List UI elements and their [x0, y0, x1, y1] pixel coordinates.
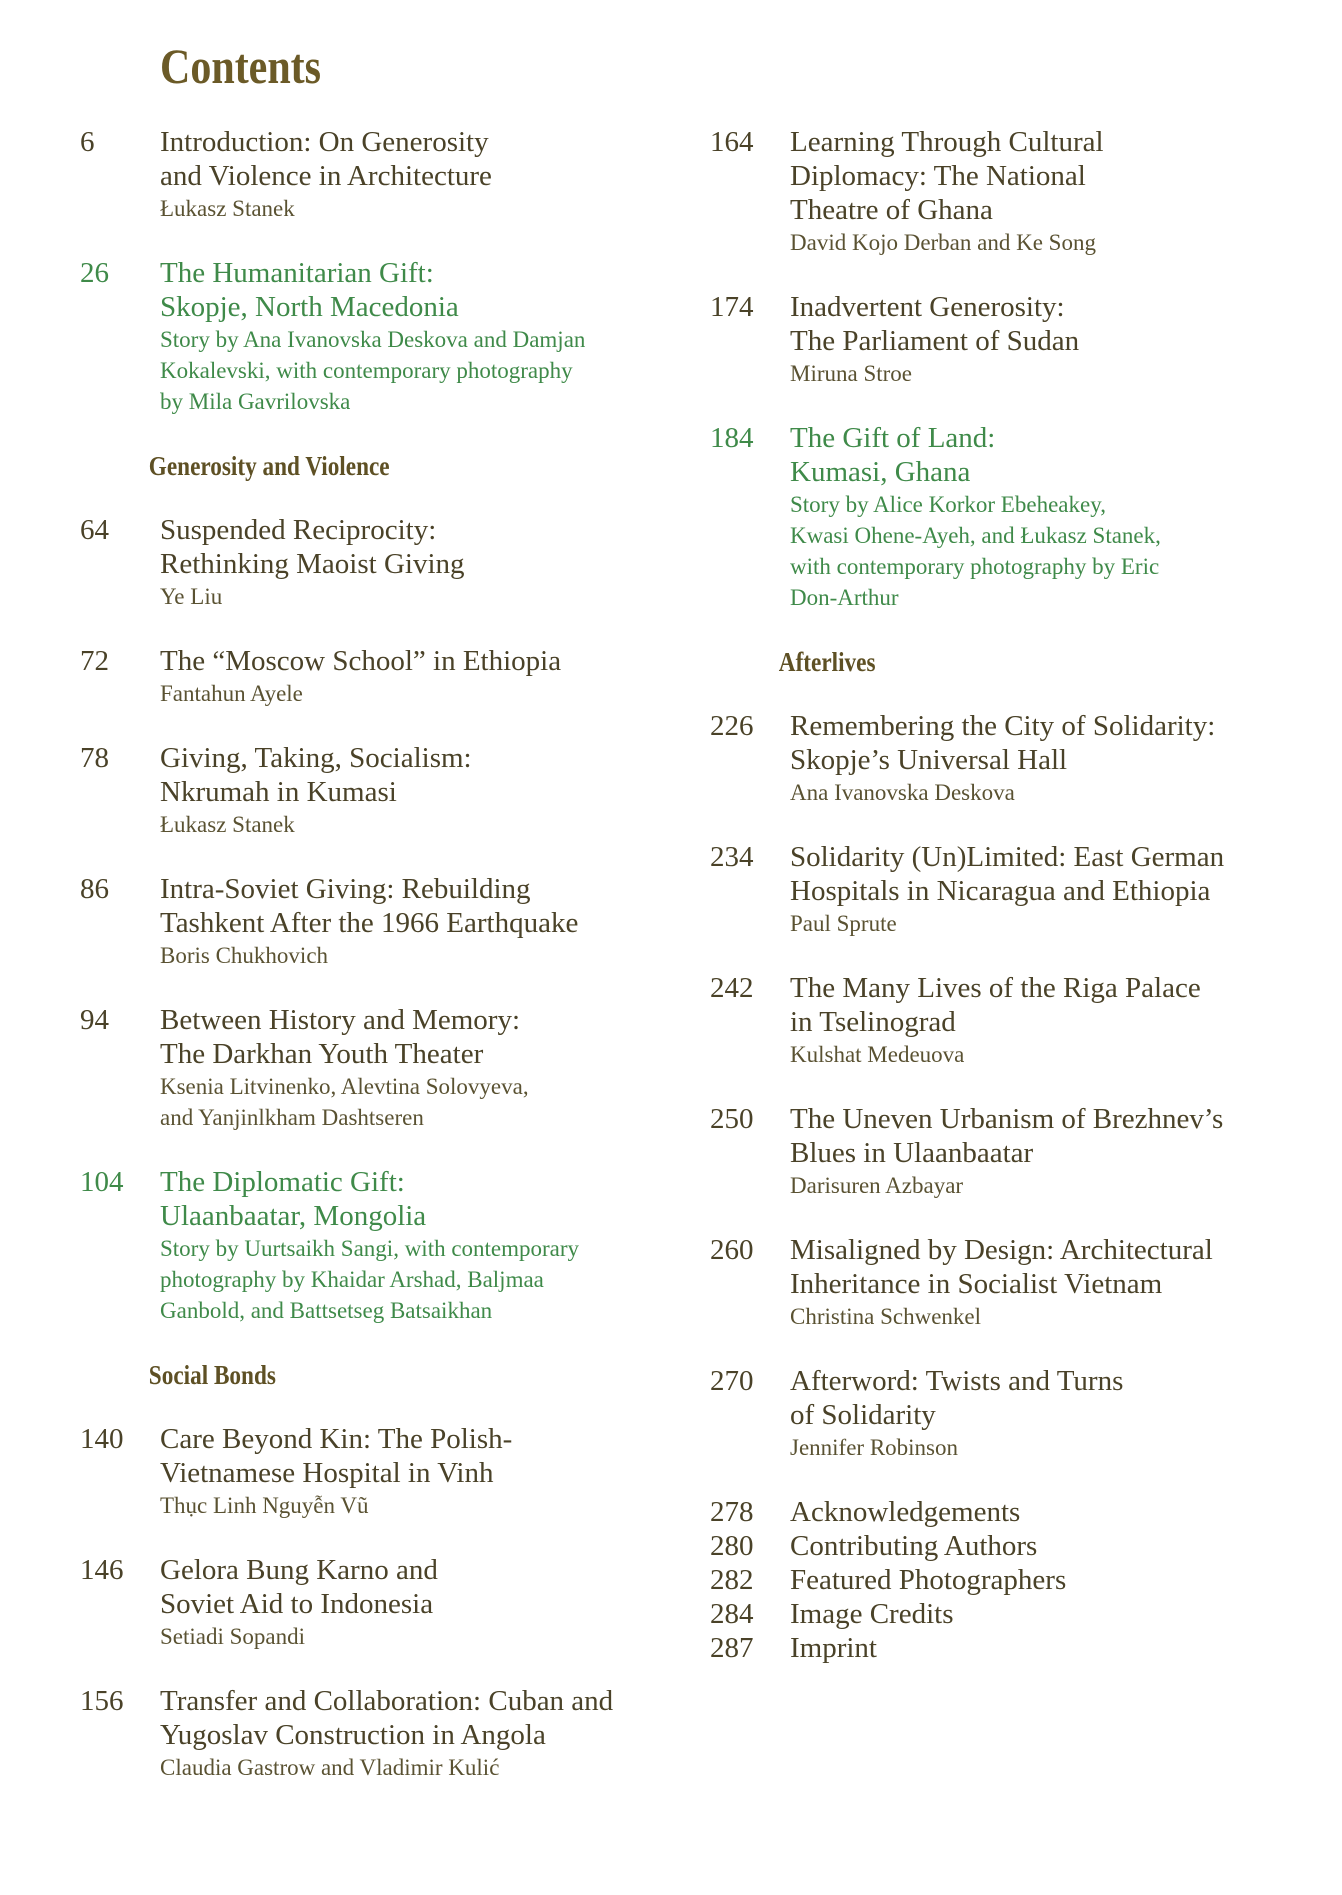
page-number: 174	[710, 291, 754, 323]
toc-entry[interactable]	[80, 644, 670, 709]
entry-author: Fantahun Ayele	[160, 681, 303, 706]
page-number: 287	[710, 1632, 754, 1664]
page-number: 280	[710, 1530, 754, 1562]
entry-author: Boris Chukhovich	[160, 943, 329, 968]
entry-author: Darisuren Azbayar	[790, 1173, 964, 1198]
entry-author: Łukasz Stanek	[160, 812, 295, 837]
entry-title: Inadvertent Generosity: The Parliament of Sudan	[790, 291, 1080, 357]
toc-entry[interactable]	[80, 1422, 670, 1521]
toc-entry[interactable]	[80, 256, 670, 417]
toc-entry[interactable]	[710, 1233, 1310, 1332]
entry-title: Suspended Reciprocity: Rethinking Maoist Giving	[160, 514, 465, 580]
page-number: 284	[710, 1598, 754, 1630]
right-column	[710, 125, 1310, 1665]
entry-author: Ana Ivanovska Deskova	[790, 780, 1015, 805]
toc-entry[interactable]	[80, 1165, 670, 1326]
page-number: 26	[80, 257, 109, 289]
entry-title: Gelora Bung Karno and Soviet Aid to Indonesia	[160, 1554, 438, 1620]
left-column	[80, 125, 670, 1815]
entry-author: Miruna Stroe	[790, 361, 913, 386]
toc-entry[interactable]	[80, 1553, 670, 1652]
back-matter-item[interactable]	[710, 1529, 1310, 1563]
entry-title: Acknowledgements	[790, 1496, 1021, 1528]
entry-title: Remembering the City of Solidarity: Skopje’s Universal Hall	[790, 710, 1216, 776]
entry-title: Transfer and Collaboration: Cuban and Yugoslav Construction in Angola	[160, 1685, 614, 1751]
entry-author: Ye Liu	[160, 584, 223, 609]
back-matter-list	[710, 1495, 1310, 1665]
page-number: 250	[710, 1103, 754, 1135]
toc-entry[interactable]	[710, 421, 1310, 613]
page-number: 156	[80, 1685, 124, 1717]
entry-title: Misaligned by Design: Architectural Inheritance in Socialist Vietnam	[790, 1234, 1213, 1300]
entry-author: Thục Linh Nguyễn Vũ	[160, 1493, 369, 1518]
page-number: 234	[710, 841, 754, 873]
entry-author: Łukasz Stanek	[160, 196, 295, 221]
page-number: 86	[80, 873, 109, 905]
entry-author: Jennifer Robinson	[790, 1435, 959, 1460]
entry-author: Kulshat Medeuova	[790, 1042, 965, 1067]
back-matter-item[interactable]	[710, 1495, 1310, 1529]
back-matter-item[interactable]	[710, 1563, 1310, 1597]
page-number: 226	[710, 710, 754, 742]
entry-title: Care Beyond Kin: The Polish- Vietnamese Hospital in Vinh	[160, 1423, 513, 1489]
entry-title: The Humanitarian Gift: Skopje, North Macedonia	[160, 257, 459, 323]
page-number: 146	[80, 1554, 124, 1586]
page-number: 78	[80, 742, 109, 774]
toc-entry[interactable]	[710, 840, 1310, 939]
page-number: 6	[80, 126, 95, 158]
section-heading: Generosity and Violence	[148, 451, 390, 481]
entry-title: Contributing Authors	[790, 1530, 1038, 1562]
entry-author: David Kojo Derban and Ke Song	[790, 230, 1096, 255]
toc-entry[interactable]	[80, 741, 670, 840]
back-matter-item[interactable]	[710, 1631, 1310, 1665]
entry-title: Image Credits	[790, 1598, 954, 1630]
entry-author: Ksenia Litvinenko, Alevtina Solovyeva, and Yanjinlkham Dashtseren	[160, 1074, 529, 1130]
entry-author: Setiadi Sopandi	[160, 1624, 306, 1649]
toc-entry[interactable]	[710, 1364, 1310, 1463]
page-number: 184	[710, 422, 754, 454]
page-title: Contents	[160, 38, 322, 94]
toc-entry[interactable]	[80, 1003, 670, 1133]
page-number: 104	[80, 1166, 124, 1198]
page-number: 260	[710, 1234, 754, 1266]
entry-title: Afterword: Twists and Turns of Solidarity	[790, 1365, 1124, 1431]
toc-entry[interactable]	[710, 290, 1310, 389]
entry-author: Story by Alice Korkor Ebeheakey, Kwasi Ohene-Ayeh, and Łukasz Stanek, with contemporary photography by Eric Don-Arthur	[790, 492, 1161, 610]
page-number: 282	[710, 1564, 754, 1596]
page-number: 64	[80, 514, 109, 546]
section-heading: Social Bonds	[148, 1360, 276, 1390]
page-number: 94	[80, 1004, 109, 1036]
entry-title: Between History and Memory: The Darkhan Youth Theater	[160, 1004, 521, 1070]
toc-entry[interactable]	[710, 1102, 1310, 1201]
toc-entry[interactable]	[80, 1684, 670, 1783]
entry-title: The Uneven Urbanism of Brezhnev’s Blues in Ulaanbaatar	[790, 1103, 1224, 1169]
toc-entry[interactable]	[710, 709, 1310, 808]
entry-author: Paul Sprute	[790, 911, 897, 936]
entry-author: Claudia Gastrow and Vladimir Kulić	[160, 1755, 500, 1780]
entry-title: The Gift of Land: Kumasi, Ghana	[790, 422, 996, 488]
page-number: 140	[80, 1423, 124, 1455]
toc-entry[interactable]	[80, 513, 670, 612]
entry-title: The “Moscow School” in Ethiopia	[160, 645, 562, 677]
page-number: 270	[710, 1365, 754, 1397]
entry-author: Story by Ana Ivanovska Deskova and Damjan Kokalevski, with contemporary photography by Mila Gavrilovska	[160, 327, 586, 414]
entry-author: Story by Uurtsaikh Sangi, with contemporary photography by Khaidar Arshad, Baljmaa Ganbold, and Battsetseg Batsaikhan	[160, 1236, 580, 1323]
entry-title: Solidarity (Un)Limited: East German Hospitals in Nicaragua and Ethiopia	[790, 841, 1225, 907]
toc-entry[interactable]	[710, 125, 1310, 258]
back-matter-item[interactable]	[710, 1597, 1310, 1631]
page-number: 164	[710, 126, 754, 158]
entry-title: Introduction: On Generosity and Violence in Architecture	[160, 126, 492, 192]
toc-entry[interactable]	[80, 125, 670, 224]
toc-entry[interactable]	[80, 872, 670, 971]
entry-title: The Many Lives of the Riga Palace in Tselinograd	[790, 972, 1201, 1038]
entry-title: Featured Photographers	[790, 1564, 1067, 1596]
page-number: 278	[710, 1496, 754, 1528]
toc-entry[interactable]	[710, 971, 1310, 1070]
entry-title: Giving, Taking, Socialism: Nkrumah in Kumasi	[160, 742, 472, 808]
entry-author: Christina Schwenkel	[790, 1304, 981, 1329]
entry-title: Learning Through Cultural Diplomacy: The National Theatre of Ghana	[790, 126, 1104, 226]
page-number: 242	[710, 972, 754, 1004]
entry-title: Intra-Soviet Giving: Rebuilding Tashkent After the 1966 Earthquake	[160, 873, 579, 939]
entry-title: The Diplomatic Gift: Ulaanbaatar, Mongolia	[160, 1166, 427, 1232]
page-number: 72	[80, 645, 109, 677]
section-heading: Afterlives	[778, 647, 876, 677]
entry-title: Imprint	[790, 1632, 877, 1664]
